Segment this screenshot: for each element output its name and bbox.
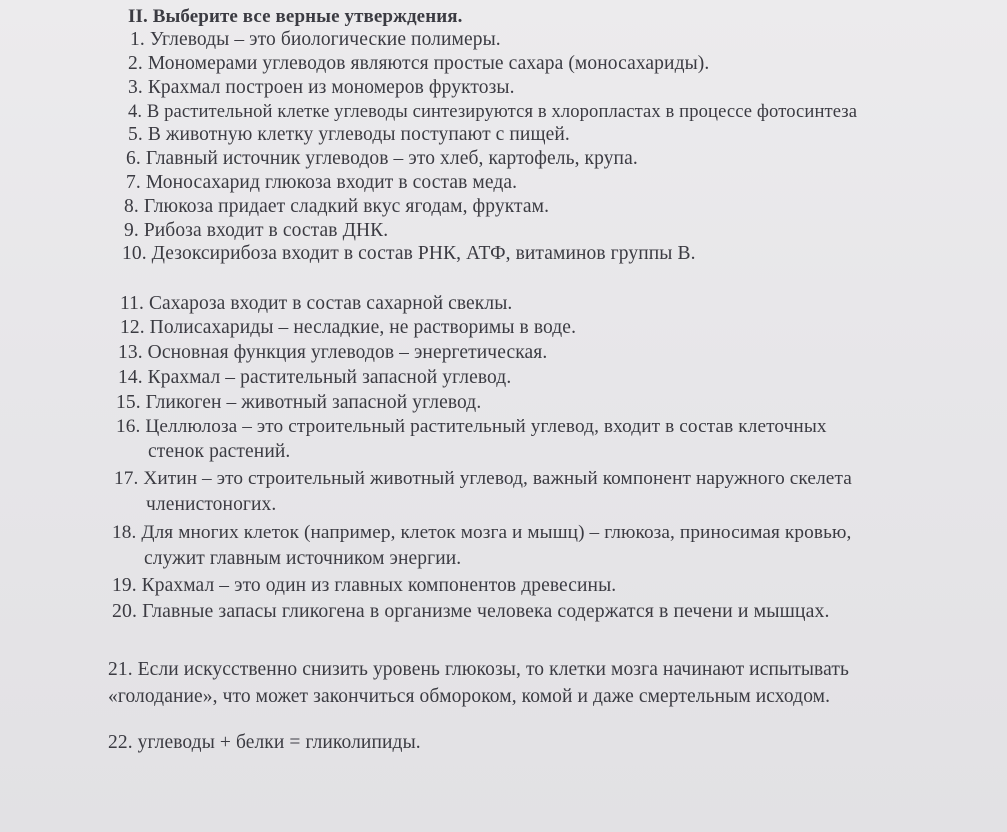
statement-text: В растительной клетке углеводы синтезируются в хлоропластах в процессе фотосинтеза <box>146 101 858 122</box>
statement-text: В животную клетку углеводы поступают с пищей. <box>147 124 570 145</box>
statement-18 <box>112 522 851 544</box>
statement-11 <box>120 293 512 315</box>
statement-text: Гликоген – животный запасной углевод. <box>145 392 482 413</box>
statement-text: Если искусственно снизить уровень глюкозы, то клетки мозга начинают испытывать <box>137 659 849 680</box>
statement-text: Углеводы – это биологические полимеры. <box>149 29 501 50</box>
statement-number: 20. <box>112 600 138 622</box>
statement-text: Мономерами углеводов являются простые сахара (моносахариды). <box>147 53 710 74</box>
statement-number: 14. <box>118 367 143 388</box>
statement-1 <box>130 29 501 51</box>
statement-2 <box>128 53 709 75</box>
statement-10 <box>122 243 696 265</box>
statement-21 <box>108 659 849 681</box>
statement-12 <box>120 317 576 339</box>
statement-text: Полисахариды – несладкие, не растворимы в воде. <box>149 317 577 338</box>
statement-8 <box>124 196 549 218</box>
statement-number: 18. <box>112 522 137 543</box>
statement-text: Дезоксирибоза входит в состав РНК, АТФ, витаминов группы В. <box>151 243 696 264</box>
statement-number: 7. <box>126 172 141 193</box>
statement-number: 19. <box>112 575 137 596</box>
statement-21-continuation: «голодание», что может закончиться обмороком, комой и даже смертельным исходом. <box>108 686 831 707</box>
statement-number: 16. <box>116 416 141 437</box>
statement-number: 8. <box>124 196 139 217</box>
statement-text: Крахмал – это один из главных компонентов древесины. <box>141 575 617 596</box>
statement-18-continuation: служит главным источником энергии. <box>144 548 462 569</box>
statement-20 <box>112 600 830 623</box>
statement-22 <box>108 732 421 754</box>
statement-number: 10. <box>122 243 147 264</box>
statement-number: 22. <box>108 732 133 753</box>
statement-text: Крахмал – растительный запасной углевод. <box>147 367 512 388</box>
statement-9 <box>124 220 388 242</box>
statement-text: Для многих клеток (например, клеток мозга и мышц) – глюкоза, приносимая кровью, <box>141 522 852 543</box>
statement-19 <box>112 575 616 597</box>
statement-text: Главные запасы гликогена в организме человека содержатся в печени и мышцах. <box>142 600 830 622</box>
statement-number: 12. <box>120 317 145 338</box>
statement-number: 17. <box>114 468 139 489</box>
statement-text: Моносахарид глюкоза входит в состав меда. <box>145 172 518 193</box>
statement-15 <box>116 392 481 414</box>
statement-4 <box>128 101 857 123</box>
statement-text: Крахмал построен из мономеров фруктозы. <box>147 77 515 98</box>
statement-7 <box>126 172 517 194</box>
statement-number: 11. <box>120 293 144 314</box>
section-heading: II. Выберите все верные утверждения. <box>128 6 463 27</box>
statement-number: 4. <box>128 101 143 122</box>
statement-number: 13. <box>118 342 143 363</box>
statement-number: 21. <box>108 659 133 680</box>
statement-number: 5. <box>128 124 143 145</box>
statement-number: 9. <box>124 220 139 241</box>
statement-number: 1. <box>130 29 145 50</box>
statement-text: Хитин – это строительный животный углевод, важный компонент наружного скелета <box>143 468 852 489</box>
statement-text: Рибоза входит в состав ДНК. <box>143 220 389 241</box>
statement-16 <box>116 416 827 438</box>
statement-text: Целлюлоза – это строительный растительный углевод, входит в состав клеточных <box>145 416 827 437</box>
statement-number: 2. <box>128 53 143 74</box>
statement-text: Сахароза входит в состав сахарной свеклы. <box>148 293 513 314</box>
statement-number: 15. <box>116 392 141 413</box>
statement-number: 3. <box>128 77 143 98</box>
statement-13 <box>118 342 547 364</box>
statement-text: Главный источник углеводов – это хлеб, картофель, крупа. <box>145 148 638 169</box>
statement-16-continuation: стенок растений. <box>148 441 291 462</box>
statement-17 <box>114 468 852 490</box>
statement-6 <box>126 148 638 170</box>
statement-text: Основная функция углеводов – энергетическая. <box>147 342 548 363</box>
statement-17-continuation: членистоногих. <box>146 494 277 515</box>
statement-number: 6. <box>126 148 141 169</box>
statement-text: углеводы + белки = гликолипиды. <box>137 732 421 753</box>
statement-3 <box>128 77 515 99</box>
statement-14 <box>118 367 511 389</box>
statement-text: Глюкоза придает сладкий вкус ягодам, фруктам. <box>143 196 550 217</box>
statement-5 <box>128 124 570 146</box>
